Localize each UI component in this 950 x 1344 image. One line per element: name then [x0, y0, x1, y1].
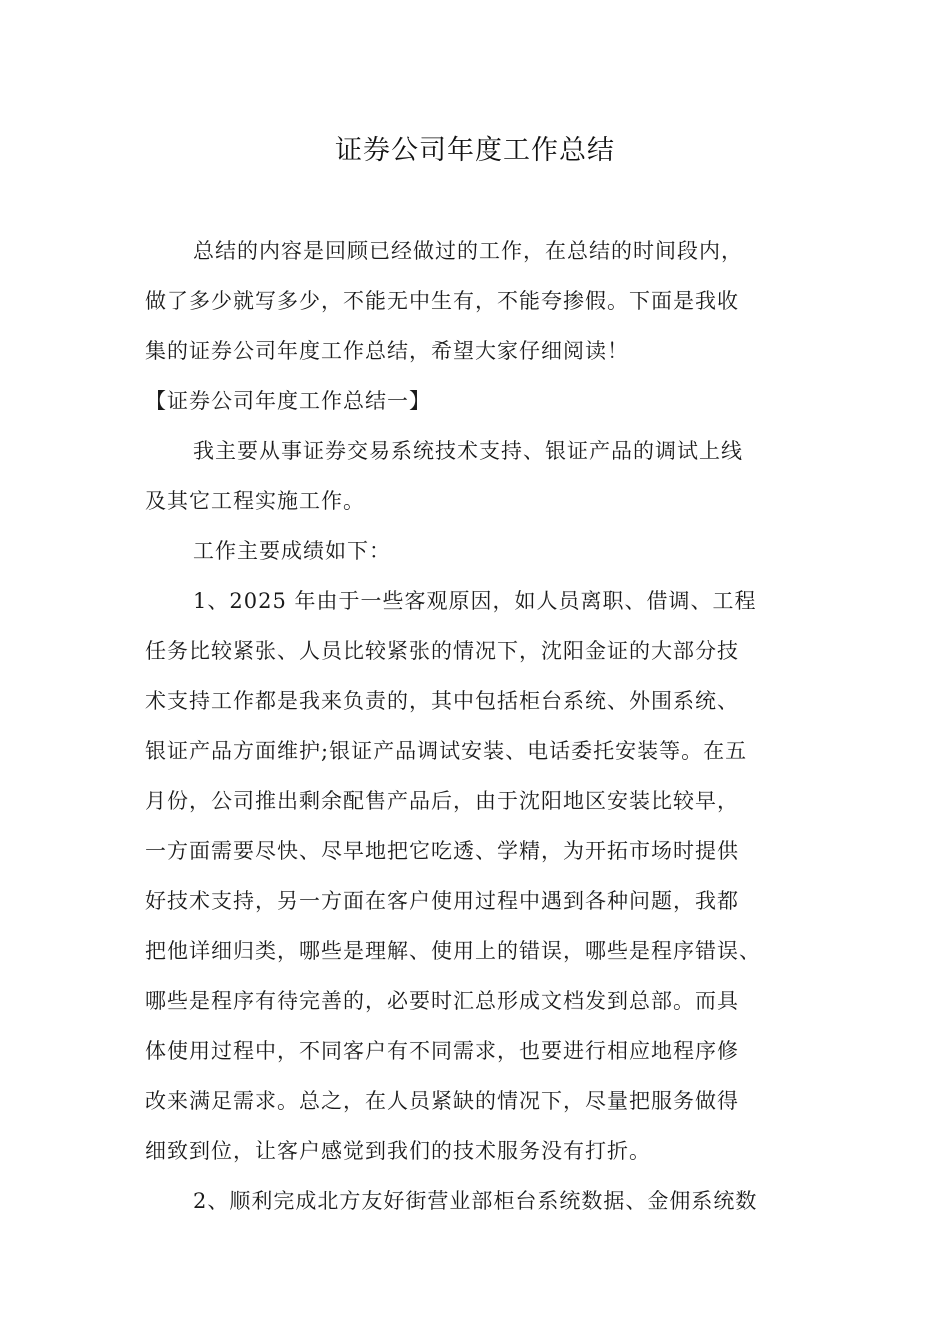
paragraph-line: 总结的内容是回顾已经做过的工作，在总结的时间段内，: [193, 239, 743, 263]
paragraph-line: 工作主要成绩如下：: [193, 539, 391, 563]
page-title: 证券公司年度工作总结: [335, 135, 615, 166]
paragraph-line: 体使用过程中，不同客户有不同需求，也要进行相应地程序修: [145, 1039, 739, 1063]
paragraph-line: 1、2025 年由于一些客观原因，如人员离职、借调、工程: [193, 589, 757, 613]
paragraph-line: 及其它工程实施工作。: [145, 489, 365, 513]
paragraph-line: 做了多少就写多少，不能无中生有，不能夸掺假。下面是我收: [145, 289, 739, 313]
paragraph-line: 术支持工作都是我来负责的，其中包括柜台系统、外围系统、: [145, 689, 739, 713]
paragraph-line: 我主要从事证券交易系统技术支持、银证产品的调试上线: [193, 439, 743, 463]
paragraph-line: 细致到位，让客户感觉到我们的技术服务没有打折。: [145, 1139, 651, 1163]
section-heading: 【证券公司年度工作总结一】: [145, 389, 431, 413]
paragraph-line: 哪些是程序有待完善的，必要时汇总形成文档发到总部。而具: [145, 989, 739, 1013]
paragraph-line: 任务比较紧张、人员比较紧张的情况下，沈阳金证的大部分技: [145, 639, 739, 663]
paragraph-line: 集的证券公司年度工作总结，希望大家仔细阅读！: [145, 339, 629, 363]
paragraph-line: 改来满足需求。总之，在人员紧缺的情况下，尽量把服务做得: [145, 1089, 739, 1113]
paragraph-line: 好技术支持，另一方面在客户使用过程中遇到各种问题，我都: [145, 889, 739, 913]
paragraph-line: 银证产品方面维护;银证产品调试安装、电话委托安装等。在五: [145, 739, 748, 763]
paragraph-line: 一方面需要尽快、尽早地把它吃透、学精，为开拓市场时提供: [145, 839, 739, 863]
paragraph-line: 把他详细归类，哪些是理解、使用上的错误，哪些是程序错误、: [145, 939, 761, 963]
paragraph-line: 月份，公司推出剩余配售产品后，由于沈阳地区安装比较早，: [145, 789, 739, 813]
paragraph-line: 2、顺利完成北方友好街营业部柜台系统数据、金佣系统数: [193, 1189, 758, 1213]
